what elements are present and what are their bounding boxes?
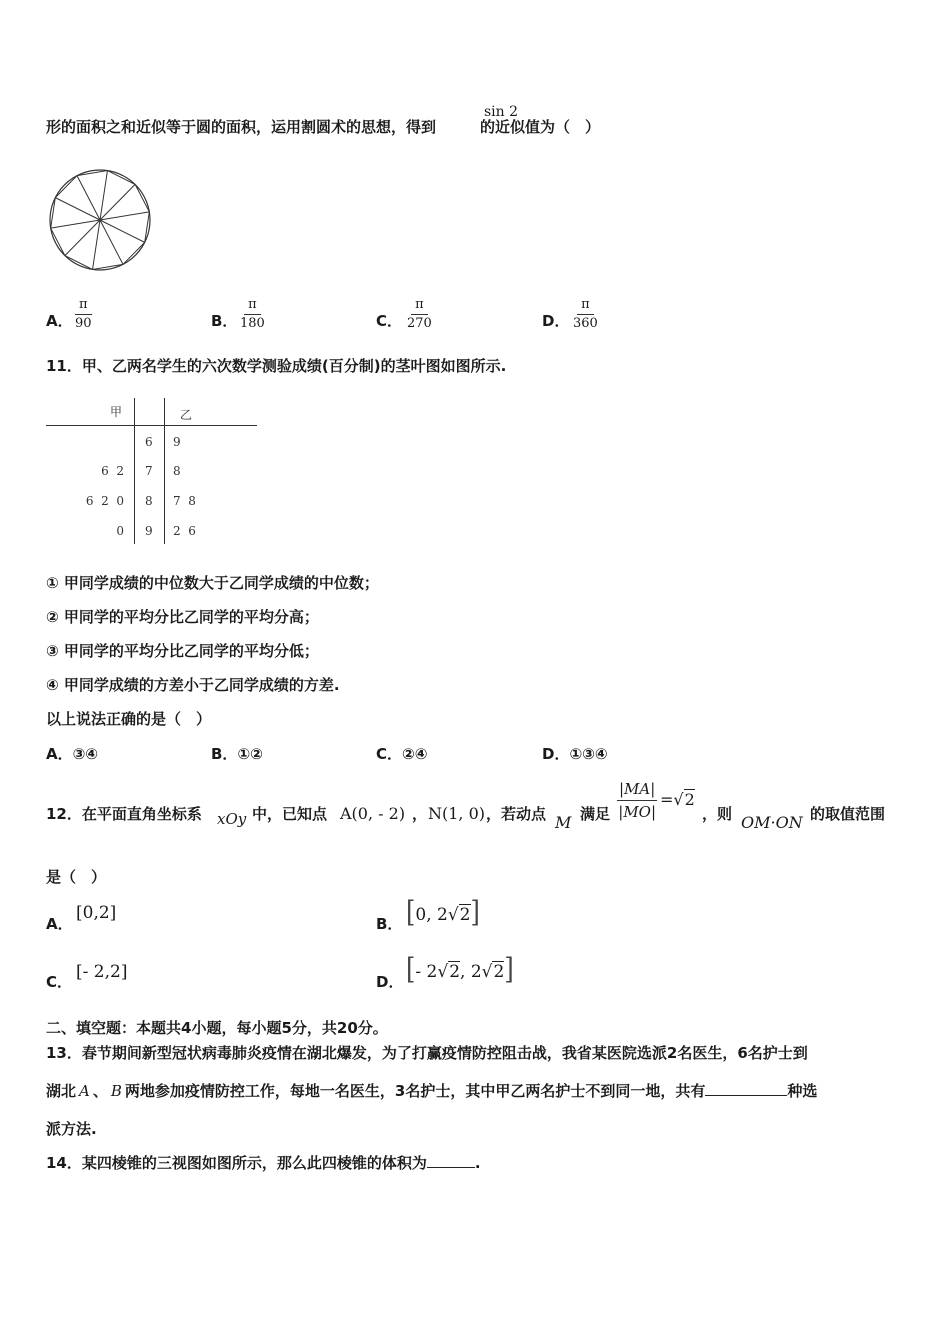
q11-option-c[interactable] — [376, 743, 427, 764]
plot-horizontal-rule — [46, 425, 257, 426]
q10-option-d-num: π — [577, 296, 594, 315]
q10-option-b-den: 180 — [240, 316, 265, 331]
q12-option-d-rad-1: 2 — [449, 962, 461, 982]
q13-line-1: 13．春节期间新型冠状病毒肺炎疫情在湖北爆发，为了打赢疫情防控阻击战，我省某医院选派2名医生，6名护士到 — [46, 1044, 808, 1062]
q12-vector-product: OM·ON — [741, 813, 803, 832]
plot-row-2-left: 6 2 — [101, 464, 124, 478]
q10-option-d[interactable] — [573, 296, 598, 333]
q14-end: . — [474, 1154, 481, 1172]
q12-ratio-den: |MO| — [618, 803, 657, 821]
q11-statement-3: ③ 甲同学的平均分比乙同学的平均分低； — [46, 642, 319, 660]
plot-vertical-rule-1 — [134, 398, 135, 544]
q12-ratio-eq — [660, 790, 695, 809]
q12-option-b-rbracket: ] — [470, 895, 480, 929]
q12-option-b-lbracket: [ — [406, 895, 416, 929]
q12-option-a[interactable]: [0,2] — [76, 903, 117, 923]
q12-option-d-pre: - 2 — [415, 962, 438, 982]
q12-option-d-rbracket: ] — [504, 952, 514, 986]
plot-vertical-rule-2 — [164, 398, 165, 544]
q11-option-d-text: ①③④ — [569, 745, 608, 763]
q13-place-a: A — [79, 1082, 90, 1100]
plot-row-4-stem: 9 — [145, 524, 153, 538]
radius-line-1 — [100, 171, 107, 220]
q12-eq-sign: = — [660, 790, 674, 809]
q12-text-4: 满足 — [580, 805, 611, 823]
q11-option-d-label: D． — [542, 745, 570, 763]
q12-option-d-sqrt-2: √2 — [481, 962, 505, 982]
q10-option-c[interactable] — [407, 296, 432, 333]
q10-option-b[interactable] — [240, 296, 265, 333]
q12-option-a-label: A． — [46, 915, 73, 933]
plot-row-3-stem: 8 — [145, 494, 153, 508]
q12-option-d-sqrt-1: √2 — [437, 962, 461, 982]
plot-row-1-stem: 6 — [145, 435, 153, 449]
q12-option-d-lbracket: [ — [406, 952, 416, 986]
q10-stem-suffix: 的近似值为（ ） — [480, 118, 601, 136]
section-2-title: 二、填空题：本题共4小题，每小题5分，共20分。 — [46, 1019, 388, 1037]
q14-line — [46, 1152, 481, 1173]
q10-option-a-den: 90 — [75, 316, 92, 331]
q12-text-6: 的取值范围 — [810, 805, 886, 823]
q14-text: 14．某四棱锥的三视图如图所示，那么此四棱锥的体积为 — [46, 1154, 427, 1172]
q13-sep: 、 — [92, 1082, 108, 1100]
q12-option-b[interactable] — [406, 895, 480, 929]
radius-line-6 — [93, 220, 100, 269]
q12-m: M — [555, 813, 572, 832]
q12-option-b-sqrt: √2 — [447, 905, 471, 925]
q10-option-c-num: π — [411, 296, 428, 315]
q12-line-2: 是（ ） — [46, 868, 107, 886]
q12-option-c-label: C． — [46, 973, 73, 991]
q11-statement-2: ② 甲同学的平均分比乙同学的平均分高； — [46, 608, 319, 626]
q13-hubei: 湖北 — [46, 1082, 77, 1100]
q11-option-d[interactable] — [542, 743, 608, 764]
q12-sqrt: √2 — [673, 790, 695, 809]
q13-line-2-text: 两地参加疫情防控工作，每地一名医生，3名护士，其中甲乙两名护士不到同一地，共有 — [124, 1082, 706, 1100]
q10-option-c-den: 270 — [407, 316, 432, 331]
q10-option-a-num: π — [75, 296, 92, 315]
q11-option-b[interactable] — [211, 743, 263, 764]
q12-option-c[interactable]: [- 2,2] — [76, 962, 128, 982]
plot-row-4-right: 2 6 — [173, 524, 196, 538]
q12-option-d-label: D． — [376, 973, 404, 991]
q12-text-1: 12．在平面直角坐标系 — [46, 805, 202, 823]
q13-place-b: B — [110, 1082, 122, 1100]
circle-dissection-figure — [46, 168, 156, 274]
q12-point-a: A(0, - 2) — [340, 804, 406, 823]
q10-stem-prefix: 形的面积之和近似等于圆的面积，运用割圆术的思想，得到 — [46, 118, 437, 136]
q13-line-2-end: 种选 — [787, 1082, 818, 1100]
plot-row-2-right: 8 — [173, 464, 181, 478]
plot-header-jia: 甲 — [110, 405, 123, 419]
q12-sep: ， — [412, 805, 428, 823]
q11-stem: 11．甲、乙两名学生的六次数学测验成绩(百分制)的茎叶图如图所示. — [46, 357, 507, 375]
q13-line-3: 派方法. — [46, 1120, 97, 1138]
stem-leaf-plot — [46, 398, 258, 546]
q11-option-c-text: ②④ — [402, 745, 428, 763]
q11-option-b-label: B． — [211, 745, 238, 763]
q12-option-b-pre: 0, 2 — [415, 905, 448, 925]
plot-header-yi: 乙 — [180, 408, 193, 422]
q12-point-n: N(1, 0) — [428, 804, 486, 823]
plot-row-1-right: 9 — [173, 435, 181, 449]
plot-row-4-left: 0 — [116, 524, 124, 538]
q12-option-d[interactable] — [406, 952, 514, 986]
q12-option-b-rad: 2 — [459, 905, 471, 925]
q12-text-3: ，若动点 — [486, 805, 547, 823]
plot-row-3-left: 6 2 0 — [85, 494, 124, 508]
q11-option-a-label: A． — [46, 745, 73, 763]
plot-row-2-stem: 7 — [145, 464, 153, 478]
q12-ratio-num: |MA| — [617, 778, 657, 801]
q11-option-c-label: C． — [376, 745, 403, 763]
q12-ratio — [617, 778, 657, 823]
q12-text-2: 中，已知点 — [252, 805, 328, 823]
q10-option-a[interactable] — [75, 296, 92, 333]
q11-statement-1: ① 甲同学成绩的中位数大于乙同学成绩的中位数； — [46, 574, 379, 592]
radius-line-5 — [100, 220, 123, 264]
q10-sin2: sin 2 — [484, 104, 519, 120]
q12-option-d-mid: , 2 — [460, 962, 482, 982]
q12-option-b-label: B． — [376, 915, 403, 933]
q10-option-d-label: D． — [542, 312, 570, 330]
q11-prompt: 以上说法正确的是（ ） — [46, 710, 212, 728]
radius-line-4 — [100, 220, 145, 242]
q12-option-d-rad-2: 2 — [493, 962, 505, 982]
radius-line-10 — [77, 176, 100, 220]
q11-option-a-text: ③④ — [72, 745, 99, 763]
q14-answer-blank[interactable] — [427, 1153, 475, 1168]
q10-option-b-label: B． — [211, 312, 238, 330]
q12-text-5: ，则 — [702, 805, 733, 823]
q11-statement-4: ④ 甲同学成绩的方差小于乙同学成绩的方差. — [46, 676, 340, 694]
plot-row-3-right: 7 8 — [173, 494, 196, 508]
q10-option-d-den: 360 — [573, 316, 598, 331]
q11-option-a[interactable] — [46, 743, 98, 764]
q10-option-b-num: π — [244, 296, 261, 315]
q10-option-a-label: A． — [46, 312, 73, 330]
q13-line-2 — [46, 1080, 817, 1101]
q12-xoy: xOy — [217, 810, 247, 828]
q13-answer-blank[interactable] — [705, 1081, 787, 1096]
q12-sqrt-radicand: 2 — [684, 790, 695, 809]
q11-option-b-text: ①② — [237, 745, 263, 763]
q10-option-c-label: C． — [376, 312, 403, 330]
radius-line-9 — [55, 198, 100, 220]
